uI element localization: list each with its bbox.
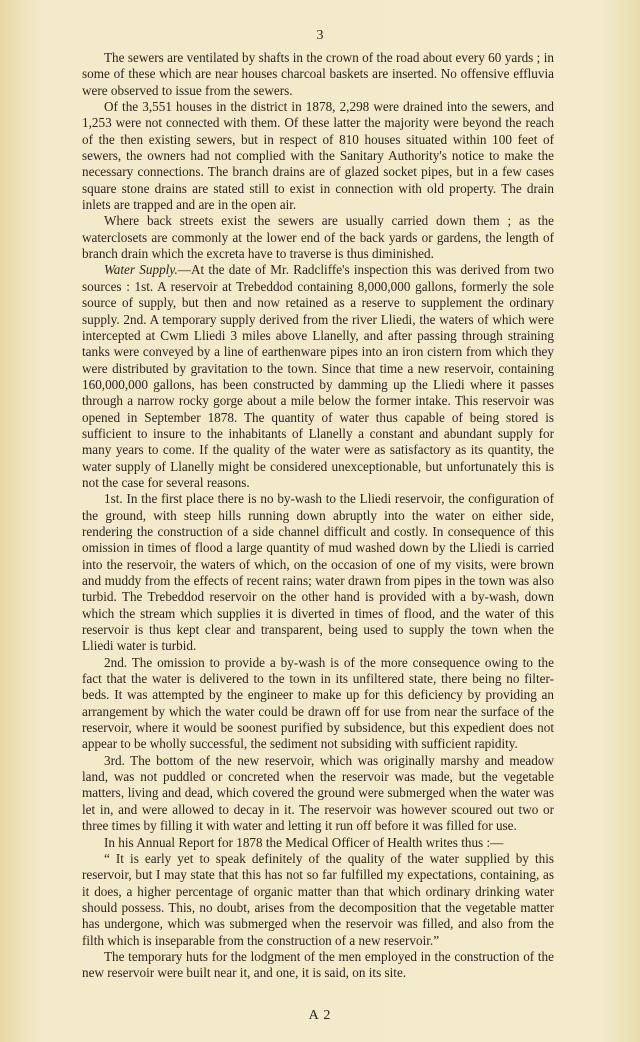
section-heading-water-supply: Water Supply. — [104, 262, 178, 278]
page-number: 3 — [316, 28, 324, 43]
paragraph-sewers-ventilation: The sewers are ventilated by shafts in the crown of the road about every 60 yards ; in some of these which are near houses charcoal baskets are inserted. No offensive effluvia were observed to issue from the sewers. — [82, 50, 554, 98]
paragraph-third-reason: 3rd. The bottom of the new reservoir, which was originally marshy and meadow land, was not puddled or concreted when the reservoir was made, but the vegetable matters, living and dead, which covered the ground were submerged when the water was let in, and were allowed to decay in it. The reservoir was however scoured out two or three times by filling it with water and letting it run off before it was filled for use. — [82, 752, 554, 834]
signature-mark: A 2 — [308, 1008, 332, 1023]
paragraph-first-reason: 1st. In the first place there is no by-wash to the Lliedi reservoir, the configuration of the ground, with steep hills running down abruptly into the water on either side, rendering the construction of a side channel difficult and costly. In consequence of this omission in times of flood a large quantity of mud washed down by the Lliedi is carried into the reservoir, the waters of which, on the occasion of one of my visits, were brown and muddy from the effects of recent rains; water drawn from pipes in the town was also turbid. The Trebeddod reservoir on the other hand is provided with a by-wash, down which the stream which supplies it is diverted in times of flood, and the water of this reservoir is thus kept clear and transparent, being used to supply the town when the Lliedi water is turbid. — [82, 491, 554, 654]
paragraph-second-reason: 2nd. The omission to provide a by-wash is of the more consequence owing to the fact that the water is delivered to the town in its unfiltered state, there being no filter-beds. It was attempted by the engineer to make up for this deficiency by providing an arrangement by which the water could be drawn off for use from near the surface of the reservoir, where it would be soonest purified by subsidence, but this expedient does not appear to be wholly successful, the sediment not subsiding with sufficient rapidity. — [82, 654, 554, 752]
paragraph-temporary-huts: The temporary huts for the lodgment of the men employed in the construction of the new reservoir were built near it, and one, it is said, on its site. — [82, 948, 554, 981]
paragraph-back-streets: Where back streets exist the sewers are usually carried down them ; as the waterclosets are commonly at the lower end of the back yards or gardens, the length of branch drain which the excreta have to traverse is thus diminished. — [82, 213, 554, 262]
paragraph-annual-report: In his Annual Report for 1878 the Medical Officer of Health writes thus :— — [104, 834, 504, 850]
paragraph-water-supply: Water Supply.—At the date of Mr. Radcliffe's inspection this was derived from two sources : 1st. A reservoir at Trebeddod containing 8,000,000 gallons, formerly the sole source of supply, but then and now retained as a reserve to supplement the ordinary supply. 2nd. A temporary supply derived from the river Lliedi, the waters of which were intercepted at Cwm Lliedi 3 miles above Llanelly, and after passing through straining tanks were conveyed by a line of earthenware pipes into an iron cistern from which they were distributed by gravitation to the town. Since that time a new reservoir, containing 160,000,000 gallons, has been constructed by damming up the Lliedi where it passes through a narrow rocky gorge about a mile below the former intake. This reservoir was opened in September 1878. The quantity of water thus capable of being stored is sufficient to insure to the inhabitants of Llanelly a constant and abundant supply for many years to come. If the quality of the water were as satisfactory as its quantity, the water supply of Llanelly might be considered unexceptionable, but unfortunately this is not the case for several reasons. — [82, 262, 554, 490]
paragraph-houses-drained: Of the 3,551 houses in the district in 1878, 2,298 were drained into the sewers, and 1,253 were not connected with them. Of these latter the majority were beyond the reach of the then existing sewers, but in respect of 810 houses situated within 100 feet of sewers, the owners had not complied with the Sanitary Authority's notice to make the necessary connections. The branch drains are of glazed socket pipes, but in a few cases square stone drains are stated still to exist in connection with old property. The drain inlets are trapped and are in the open air. — [82, 99, 554, 213]
paragraph-medical-officer-quote: “ It is early yet to speak definitely of the quality of the water supplied by this reservoir, but I may state that this has not so far fulfilled my expectations, containing, as it does, a higher percentage of organic matter than that which ordinary drinking water should possess. This, no doubt, arises from the decomposition that the vegetable matter has undergone, which was submerged when the reservoir was filled, and also from the filth which is inseparable from the construction of a new reservoir.” — [82, 850, 554, 948]
body-text — [82, 50, 554, 982]
